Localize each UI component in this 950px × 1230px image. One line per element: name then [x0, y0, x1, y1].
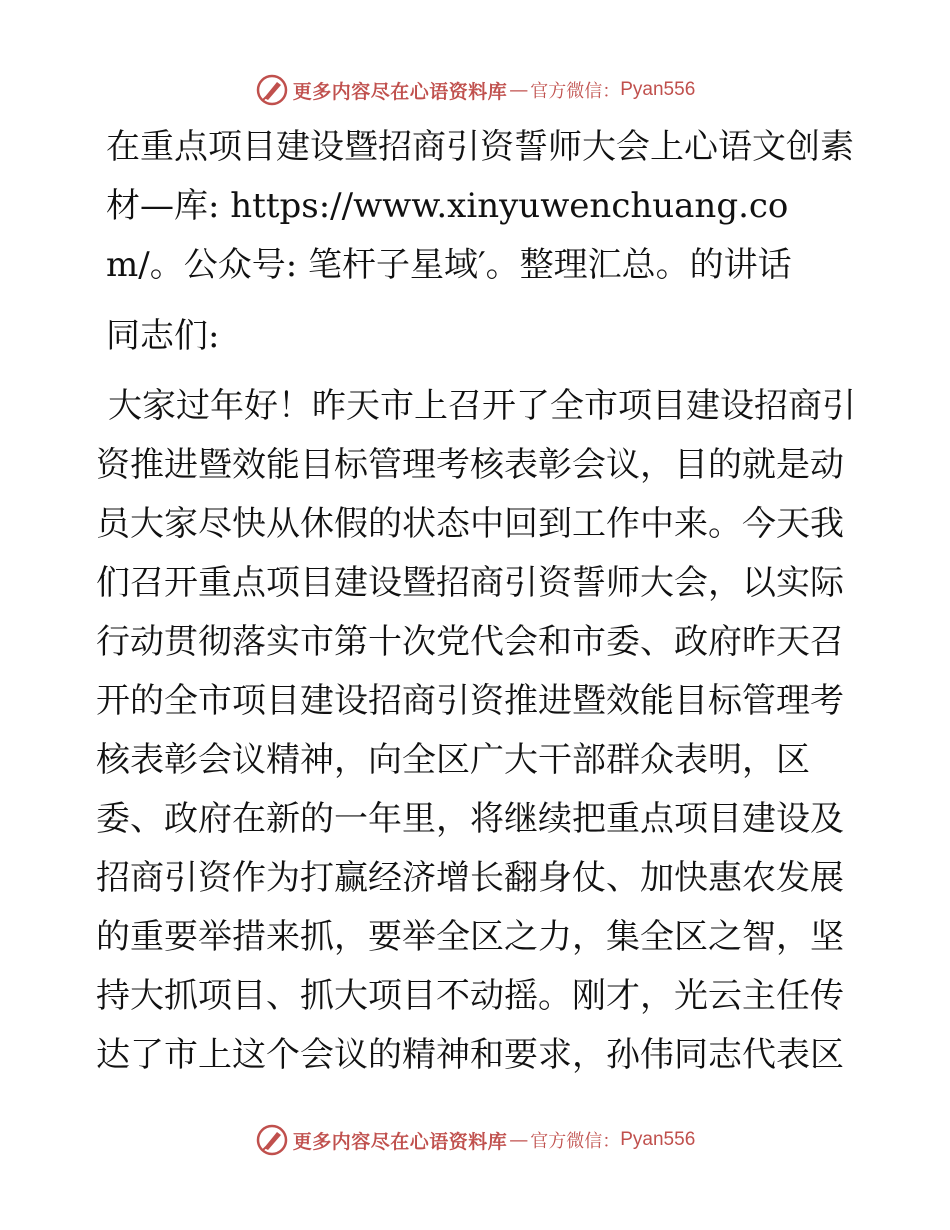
banner-contact-label: 官方微信： [530, 1131, 621, 1152]
paragraph: 大家过年好！昨天市上召开了全市项目建设招商引资推进暨效能目标管理考核表彰会议，目的就是动员大家尽快从休假的状态中回到工作中来。今天我们召开重点项目建设暨招商引资誓师大会，以实际行动贯彻落实市第十次党代会和市委、政府昨天召开的全市项目建设招商引资推进暨效能目标管理考核表彰会议精神，向全区广大干部群众表明，区委、政府在新的一年里，将继续把重点项目建设及招商引资作为打赢经济增长翻身仗、加快惠农发展的重要举措来抓，要举全区之力，集全区之智，坚持大抓项目、抓大项目不动摇。刚才，光云主任传达了市上这个会议的精神和要求，孙伟同志代表区 [96, 386, 856, 1075]
header-banner [0, 70, 950, 110]
banner-brand: 更多内容尽在心语资料库 [292, 80, 508, 103]
banner-brand: 更多内容尽在心语资料库 [292, 1130, 508, 1153]
banner-wechat-id: Pyan556 [620, 79, 696, 100]
document-body [96, 118, 856, 1095]
document-title: 在重点项目建设暨招商引资誓师大会上心语文创素材—库: https://www.xinyuwenchuang.com/。公众号: 笔杆子星域′。整理汇总。的讲话 [106, 127, 854, 285]
greeting: 同志们: [106, 316, 220, 356]
banner-dash: — [509, 1129, 529, 1151]
banner-wechat-id: Pyan556 [620, 1129, 696, 1150]
banner-dash: — [509, 79, 529, 101]
quill-logo-icon [255, 73, 289, 107]
banner-contact-label: 官方微信： [530, 81, 621, 102]
quill-logo-icon [255, 1123, 289, 1157]
footer-banner [0, 1120, 950, 1160]
